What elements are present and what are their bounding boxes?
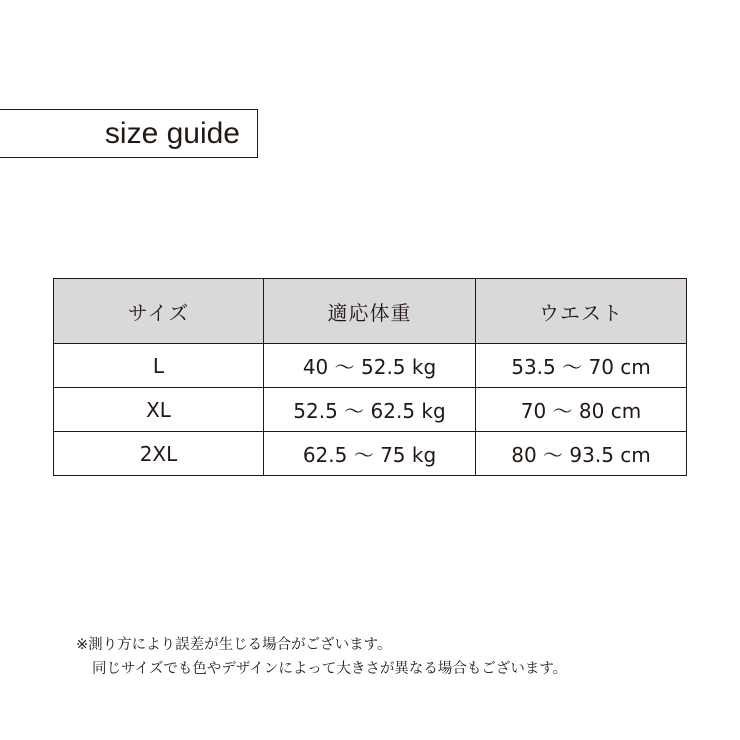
cell-weight: 52.5 〜 62.5 kg — [264, 388, 476, 432]
notes — [76, 633, 567, 681]
table-header-row — [54, 279, 687, 344]
cell-waist: 53.5 〜 70 cm — [476, 344, 687, 388]
table-row — [54, 344, 687, 388]
title-box — [0, 109, 258, 158]
header-waist: ウエスト — [476, 279, 687, 344]
cell-size: 2XL — [54, 432, 264, 476]
header-size: サイズ — [54, 279, 264, 344]
cell-waist: 70 〜 80 cm — [476, 388, 687, 432]
table-row — [54, 388, 687, 432]
size-table — [53, 278, 687, 476]
cell-size: L — [54, 344, 264, 388]
table-row — [54, 432, 687, 476]
note-measurement: ※測り方により誤差が生じる場合がございます。 — [76, 637, 392, 653]
cell-weight: 62.5 〜 75 kg — [264, 432, 476, 476]
header-weight: 適応体重 — [264, 279, 476, 344]
cell-weight: 40 〜 52.5 kg — [264, 344, 476, 388]
note-size-variation: 同じサイズでも色やデザインによって大きさが異なる場合もございます。 — [92, 661, 568, 677]
page-title: size guide — [104, 117, 240, 150]
cell-waist: 80 〜 93.5 cm — [476, 432, 687, 476]
cell-size: XL — [54, 388, 264, 432]
